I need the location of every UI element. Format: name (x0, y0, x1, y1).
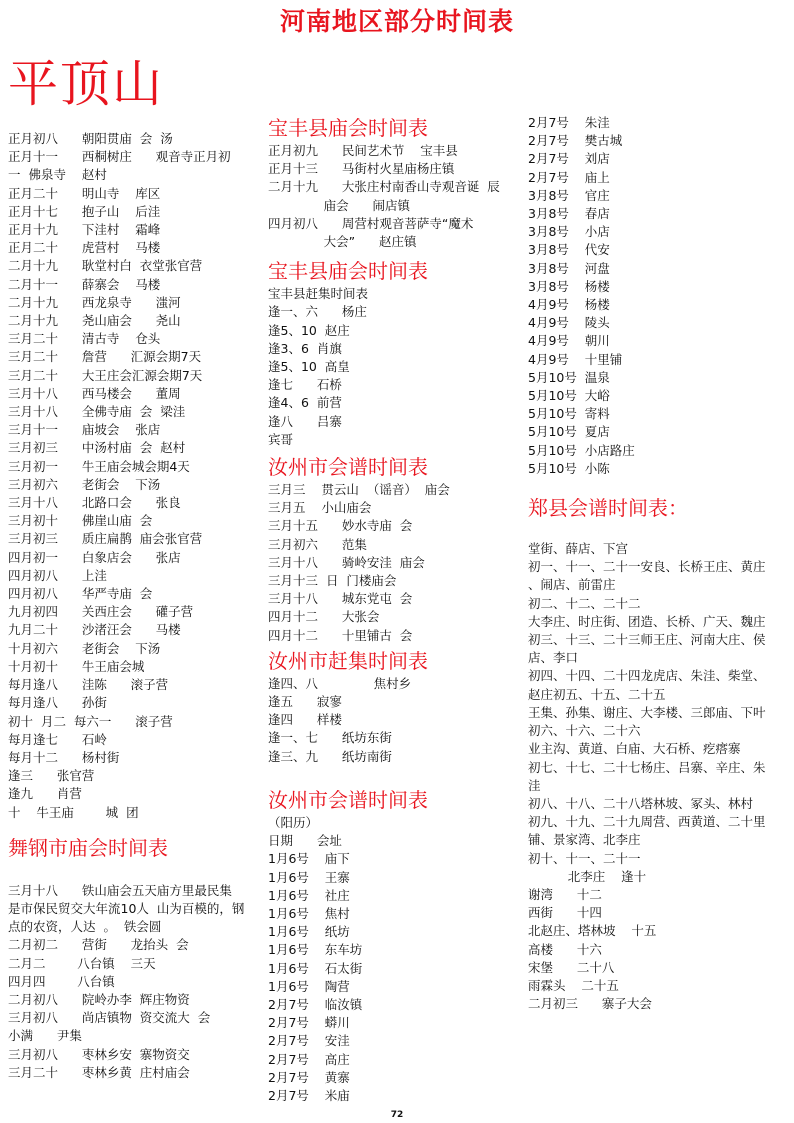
schedule-line: 堂街、薛店、下宫 (528, 541, 629, 557)
schedule-line: 逢一、六 杨庄 (268, 304, 367, 320)
schedule-line: 三月十三 日 门楼庙会 (268, 573, 397, 589)
ruzhou-fair-heading: 汝州市会谱时间表 (268, 455, 428, 480)
schedule-line: 正月二十 虎营村 马楼 (8, 240, 161, 256)
schedule-line: 初二、十二、二十二 (528, 595, 641, 611)
ruzhou-market-heading: 汝州市赶集时间表 (268, 648, 428, 673)
schedule-line: 5月10号 夏店 (528, 424, 610, 440)
schedule-line: 2月7号 庙上 (528, 169, 610, 185)
schedule-line: 二月初八 院岭办李 辉庄物资 (8, 991, 190, 1007)
schedule-line: 小满 尹集 (8, 1028, 82, 1044)
schedule-line: （阳历） (268, 814, 319, 830)
schedule-line: 1月6号 东车坊 (268, 942, 363, 958)
schedule-line: 三月二十 大王庄会汇源会期7天 (8, 367, 203, 383)
schedule-line: 逢五 寂寥 (268, 694, 342, 710)
baofeng-market-heading: 宝丰县庙会时间表 (268, 259, 428, 284)
schedule-line: 1月6号 王寨 (268, 869, 350, 885)
schedule-line: 四月初八 周营村观音菩萨寺“魔术 (268, 215, 474, 231)
schedule-line: 二月初二 营街 龙抬头 会 (8, 937, 189, 953)
schedule-line: 四月初八 华严寺庙 会 (8, 586, 153, 602)
baofeng-temple-list (268, 142, 526, 251)
schedule-line: 二月十九 尧山庙会 尧山 (8, 313, 181, 329)
schedule-line: 三月初三 质庄扁鹊 庙会张官营 (8, 531, 203, 547)
schedule-line: 一 佛泉寺 赵村 (8, 167, 107, 183)
schedule-line: 1月6号 陶营 (268, 978, 350, 994)
zhengxian-list (528, 540, 790, 1013)
wugang-heading: 舞钢市庙会时间表 (8, 835, 168, 860)
schedule-line: 3月8号 小店 (528, 224, 610, 240)
schedule-line: 2月7号 安洼 (268, 1033, 350, 1049)
schedule-line: 四月初一 白象店会 张店 (8, 549, 181, 565)
schedule-line: 、闹店、前雷庄 (528, 577, 616, 593)
schedule-line: 九月初四 关西庄会 礶子营 (8, 604, 194, 620)
schedule-line: 三月初六 范集 (268, 536, 367, 552)
schedule-line: 初三、十三、二十三师王庄、河南大庄、侯 (528, 632, 766, 648)
schedule-line: 1月6号 石太街 (268, 960, 363, 976)
schedule-line: 赵庄初五、十五、二十五 (528, 686, 666, 702)
schedule-line: 二月二 八台镇 三天 (8, 955, 156, 971)
schedule-line: 2月7号 高庄 (268, 1051, 350, 1067)
city-title: 平顶山 (8, 55, 164, 113)
schedule-line: 5月10号 寄料 (528, 406, 610, 422)
schedule-line: 四月十二 大张会 (268, 609, 380, 625)
pingdingshan-list (8, 130, 270, 822)
schedule-line: 王集、孙集、谢庄、大李楼、三郎庙、下叶 (528, 704, 766, 720)
schedule-line: 西街 十四 (528, 905, 602, 921)
schedule-line: 四月十二 十里铺古 会 (268, 627, 413, 643)
column-middle (268, 114, 526, 1105)
schedule-line: 4月9号 陵头 (528, 315, 610, 331)
schedule-line: 二月十九 大张庄村南香山寺观音诞 辰 (268, 179, 500, 195)
schedule-line: 三月二十 枣林乡黄 庄村庙会 (8, 1064, 190, 1080)
schedule-line: 4月9号 杨楼 (528, 297, 610, 313)
schedule-line: 3月8号 春店 (528, 206, 610, 222)
schedule-line: 逢三、九 纸坊南街 (268, 748, 392, 764)
schedule-line: 宝丰县赶集时间表 (268, 286, 369, 302)
schedule-line: 逢四 样楼 (268, 712, 342, 728)
schedule-line: 1月6号 焦村 (268, 905, 350, 921)
schedule-line: 四月四 八台镇 (8, 973, 115, 989)
schedule-line: 4月9号 十里铺 (528, 351, 623, 367)
schedule-line: 谢湾 十二 (528, 886, 602, 902)
schedule-line: 三月十八 城东党屯 会 (268, 591, 413, 607)
schedule-line: 初六、十六、二十六 (528, 723, 641, 739)
schedule-line: 逢5、10 高皇 (268, 359, 350, 375)
schedule-line: 九月二十 沙渚汪会 马楼 (8, 622, 181, 638)
schedule-line: 2月7号 樊古城 (528, 133, 623, 149)
schedule-line: 每月逢七 石岭 (8, 731, 107, 747)
schedule-line: 三月二十 詹营 汇源会期7天 (8, 349, 202, 365)
schedule-line: 庙会 闹店镇 (268, 197, 410, 213)
baofeng-market-list (268, 285, 526, 449)
schedule-line: 逢4、6 前营 (268, 395, 342, 411)
schedule-line: 北李庄 逢十 (528, 868, 647, 884)
schedule-line: 三月初六 老街会 下汤 (8, 476, 161, 492)
schedule-line: 三月初一 牛王庙会城会期4天 (8, 458, 190, 474)
schedule-line: 店、李口 (528, 650, 579, 666)
baofeng-temple-heading: 宝丰县庙会时间表 (268, 116, 428, 140)
page-number: 72 (390, 1110, 404, 1120)
schedule-line: 初七、十七、二十七杨庄、吕寨、辛庄、朱 (528, 759, 766, 775)
schedule-line: 5月10号 小店路庄 (528, 442, 635, 458)
column-right (528, 114, 790, 1013)
schedule-line: 十月初六 老街会 下汤 (8, 640, 161, 656)
schedule-line: 三月十八 北路口会 张良 (8, 495, 181, 511)
schedule-line: 三月二十 清古寺 仓头 (8, 331, 161, 347)
zhengxian-heading: 郑县会谱时间表： (528, 496, 688, 521)
schedule-line: 四月初八 上洼 (8, 567, 107, 583)
schedule-line: 三月五 小山庙会 (268, 500, 372, 516)
page-title: 河南地区部分时间表 (279, 7, 514, 36)
schedule-line: 正月十三 马街村火星庙杨庄镇 (268, 161, 455, 177)
schedule-line: 2月7号 米庙 (268, 1087, 350, 1103)
schedule-line: 三月初三 中汤村庙 会 赵村 (8, 440, 186, 456)
schedule-line: 二月初三 寨子大会 (528, 996, 652, 1012)
schedule-line: 2月7号 黄寨 (268, 1069, 350, 1085)
schedule-line: 2月7号 蟒川 (268, 1015, 350, 1031)
schedule-line: 是市保民贸交大年流10人 山为百模的，钢 (8, 900, 245, 916)
schedule-line: 三月十八 西马楼会 董周 (8, 385, 181, 401)
schedule-line: 逢三 张官营 (8, 768, 95, 784)
schedule-line: 大会” 赵庄镇 (268, 234, 417, 250)
schedule-line: 1月6号 纸坊 (268, 924, 350, 940)
schedule-line: 北赵庄、塔林坡 十五 (528, 923, 657, 939)
schedule-line: 十月初十 牛王庙会城 (8, 658, 145, 674)
ruzhou-solar-list (268, 814, 526, 1105)
schedule-line: 1月6号 社庄 (268, 887, 350, 903)
schedule-line: 三月十一 庙坡会 张店 (8, 422, 161, 438)
schedule-line: 二月十一 薛寨会 马楼 (8, 276, 161, 292)
schedule-line: 二月十九 西龙泉寺 滍河 (8, 294, 181, 310)
schedule-line: 三月十八 全佛寺庙 会 梁洼 (8, 404, 186, 420)
schedule-line: 宾哥 (268, 431, 294, 447)
schedule-line: 三月十八 骑岭安洼 庙会 (268, 554, 425, 570)
schedule-line: 初一、十一、二十一安良、长桥王庄、黄庄 (528, 559, 766, 575)
schedule-line: 每月十二 杨村街 (8, 749, 120, 765)
schedule-line: 初八、十八、二十八塔林坡、冢头、林村 (528, 795, 754, 811)
schedule-line: 3月8号 杨楼 (528, 278, 610, 294)
schedule-line: 逢一、七 纸坊东街 (268, 730, 392, 746)
schedule-line: 逢九 肖营 (8, 786, 82, 802)
schedule-line: 宋堡 二十八 (528, 959, 615, 975)
schedule-line: 洼 (528, 777, 541, 793)
schedule-line: 三月初八 尚店镇物 资交流大 会 (8, 1010, 211, 1026)
schedule-line: 三月十五 妙水寺庙 会 (268, 518, 413, 534)
schedule-line: 十 牛王庙 城 团 (8, 804, 139, 820)
schedule-line: 正月二十 明山寺 库区 (8, 185, 161, 201)
schedule-line: 三月初八 枣林乡安 寨物资交 (8, 1046, 190, 1062)
schedule-line: 5月10号 温泉 (528, 369, 610, 385)
schedule-line: 正月初八 朝阳贯庙 会 汤 (8, 131, 173, 146)
wugang-list (8, 882, 270, 1082)
schedule-line: 3月8号 官庄 (528, 187, 610, 203)
schedule-line: 雨霖头 二十五 (528, 977, 619, 993)
schedule-line: 初十、十一、二十一 (528, 850, 641, 866)
schedule-line: 逢3、6 肖旗 (268, 340, 342, 356)
schedule-line: 3月8号 代安 (528, 242, 610, 258)
schedule-line: 正月初九 民间艺术节 宝丰县 (268, 143, 458, 158)
schedule-line: 逢5、10 赵庄 (268, 322, 350, 338)
schedule-line: 初九、十九、二十九周营、西黄道、二十里 (528, 814, 766, 830)
schedule-line: 正月十一 西桐树庄 观音寺正月初 (8, 149, 231, 165)
schedule-line: 三月三 贯云山 （谣音） 庙会 (268, 482, 450, 498)
schedule-line: 逢八 吕寨 (268, 413, 342, 429)
schedule-line: 业主沟、黄道、白庙、大石桥、疙瘩寨 (528, 741, 741, 757)
schedule-line: 三月十八 铁山庙会五天庙方里最民集 (8, 882, 232, 898)
ruzhou-solar-heading: 汝州市会谱时间表 (268, 787, 428, 812)
schedule-line: 点的农资，人达 。 铁会圆 (8, 919, 162, 935)
schedule-line: 日期 会址 (268, 833, 342, 849)
schedule-line: 高楼 十六 (528, 941, 602, 957)
schedule-line: 逢四、八 焦村乡 (268, 675, 412, 691)
schedule-line: 正月十九 下洼村 霜峰 (8, 222, 161, 238)
schedule-line: 4月9号 朝川 (528, 333, 610, 349)
schedule-line: 三月初十 佛崖山庙 会 (8, 513, 153, 529)
schedule-line: 5月10号 小陈 (528, 460, 610, 476)
schedule-line: 2月7号 朱洼 (528, 115, 610, 130)
schedule-line: 每月逢八 洼陈 滚子营 (8, 677, 169, 693)
ruzhou-solar-list-cont (528, 114, 790, 478)
ruzhou-market-list (268, 675, 526, 766)
schedule-line: 2月7号 临汝镇 (268, 996, 363, 1012)
ruzhou-fair-list (268, 481, 526, 645)
schedule-line: 正月十七 抱子山 后洼 (8, 203, 161, 219)
schedule-line: 2月7号 刘店 (528, 151, 610, 167)
schedule-line: 1月6号 庙下 (268, 851, 350, 867)
schedule-line: 初十 月二 每六一 滚子营 (8, 713, 173, 729)
schedule-line: 逢七 石桥 (268, 377, 342, 393)
schedule-line: 初四、十四、二十四龙虎店、朱洼、柴堂、 (528, 668, 766, 684)
schedule-line: 每月逢八 孙街 (8, 695, 107, 711)
schedule-line: 5月10号 大峪 (528, 388, 610, 404)
schedule-line: 3月8号 河盘 (528, 260, 610, 276)
schedule-line: 大李庄、时庄街、团造、长桥、广天、魏庄 (528, 613, 766, 629)
schedule-line: 二月十九 耿堂村白 衣堂张官营 (8, 258, 203, 274)
schedule-line: 铺、景家湾、北李庄 (528, 832, 641, 848)
column-left (8, 130, 270, 1082)
